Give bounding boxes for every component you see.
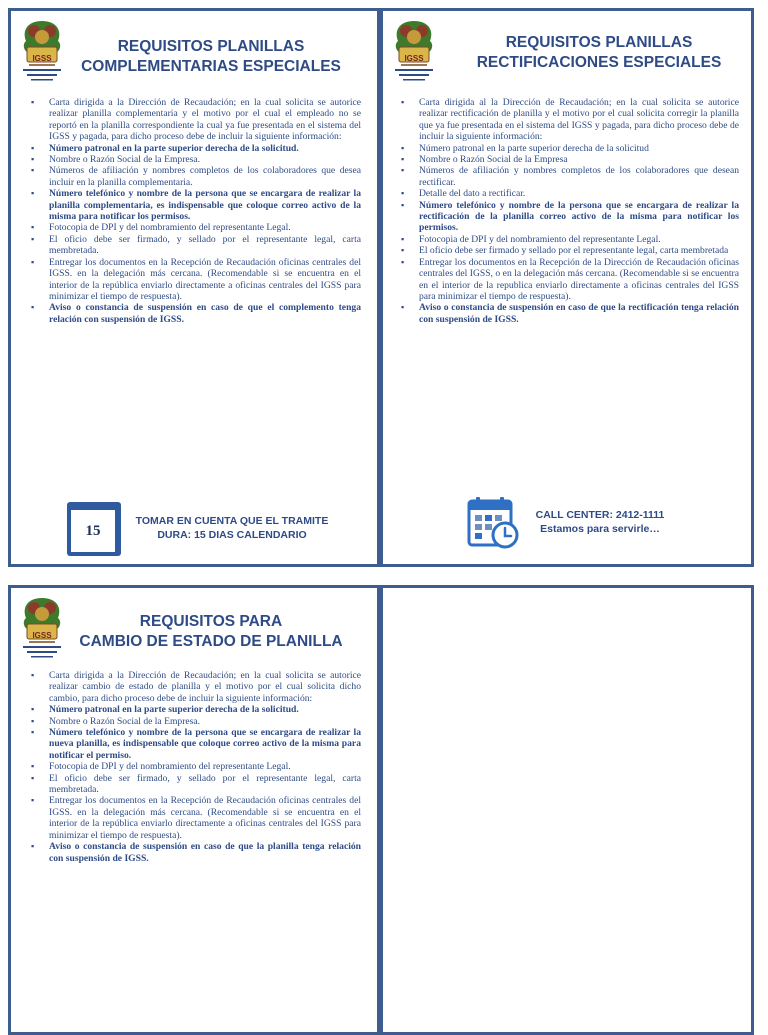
requirement-item: ▪ Nombre o Razón Social de la Empresa.: [29, 154, 361, 165]
requirements-list: [399, 97, 739, 325]
requirement-item: ▪ Fotocopia de DPI y del nombramiento del representante Legal.: [399, 234, 739, 245]
panel-title: [459, 33, 739, 73]
igss-logo: [17, 594, 67, 662]
logo-text: IGSS: [32, 54, 52, 63]
requirement-item: ▪ Número telefónico y nombre de la persona que se encargara de realizar la nueva planilla, es indispensable que coloque correo activo de la misma para notificar el permiso.: [29, 727, 361, 761]
title-line-2: COMPLEMENTARIAS ESPECIALES: [81, 58, 341, 75]
title-line-1: REQUISITOS PLANILLAS: [117, 38, 305, 55]
call-center: [525, 508, 675, 536]
title-line-2: CAMBIO DE ESTADO DE PLANILLA: [79, 633, 343, 650]
duration-note: [127, 514, 337, 542]
requirement-item: ▪ Nombre o Razón Social de la Empresa: [399, 154, 739, 165]
requirement-item: ▪ Fotocopia de DPI y del nombramiento del representante Legal.: [29, 222, 361, 233]
requirements-list: [29, 670, 361, 864]
requirement-item: ▪ Fotocopia de DPI y del nombramiento del representante Legal.: [29, 761, 361, 772]
requirement-item: ▪ Números de afiliación y nombres completos de los colaboradores que desean rectificar.: [399, 165, 739, 188]
footer-line-2: Estamos para servirle…: [540, 523, 660, 535]
panel-rectificaciones: [380, 8, 754, 567]
requirement-item: ▪ Carta dirigida a la Dirección de Recaudación; en la cual solicita se autorice realizar planilla complementaria y el motivo por el cual el empleado no se reportó en la planilla correspondiente la cual ya fue presentada en el sistema del IGSS y pagada, para dicho proceso debe de incluir la siguiente información:: [29, 97, 361, 143]
requirement-item: ▪ El oficio debe ser firmado, y sellado por el representante legal, carta membretada.: [29, 773, 361, 796]
panel-title: [71, 37, 351, 77]
requirement-item: ▪ Número telefónico y nombre de la persona que se encargara de realizar la planilla complementaria, es indispensable que coloque correo activo de la misma para notificar los permisos.: [29, 188, 361, 222]
calendar-clock-icon: [465, 495, 521, 551]
requirement-item: ▪ Aviso o constancia de suspensión en caso de que el complemento tenga relación con suspensión de IGSS.: [29, 302, 361, 325]
footer-line-2: DURA: 15 DIAS CALENDARIO: [157, 529, 307, 541]
title-line-1: REQUISITOS PLANILLAS: [505, 34, 693, 51]
requirement-item: ▪ Número patronal en la parte superior derecha de la solicitud.: [29, 704, 361, 715]
requirement-item: ▪ Entregar los documentos en la Recepción de Recaudación oficinas centrales del IGSS. en la delegación más cercana. (Recomendable si se encuentra en el interior de la república enviarlo directamente a oficinas centrales del IGSS para minimizar el tiempo de respuesta).: [29, 257, 361, 303]
requirement-item: ▪ Números de afiliación y nombres completos de los colaboradores que desea incluir en la planilla complementaria.: [29, 165, 361, 188]
igss-logo: [389, 17, 439, 85]
panel-title: [71, 612, 351, 652]
igss-logo: [17, 17, 67, 85]
requirement-item: ▪ Número patronal en la parte superior derecha de la solicitud: [399, 143, 739, 154]
requirements-list: [29, 97, 361, 325]
requirement-item: ▪ Entregar los documentos en la Recepción de la Dirección de Recaudación oficinas centrales del IGSS, o en la delegación más cercana. (Recomendable si se encuentra en el interior de la republica enviarlo directamente a oficinas centrales del IGSS para minimizar el tiempo de respuesta).: [399, 257, 739, 303]
requirement-item: ▪ Detalle del dato a rectificar.: [399, 188, 739, 199]
requirement-item: ▪ Carta dirigida a la Dirección de Recaudación; en la cual solicita se autorice realizar cambio de estado de planilla y el motivo por el cual solicita dicho cambio, para dicho proceso debe de incluir la siguiente información:: [29, 670, 361, 704]
requirement-item: ▪ Entregar los documentos en la Recepción de Recaudación oficinas centrales del IGSS. en la delegación más cercana. (Recomendable si se encuentra en el interior de la república enviarlo directamente a oficinas centrales del IGSS para minimizar el tiempo de respuesta).: [29, 795, 361, 841]
logo-text: IGSS: [404, 54, 424, 63]
requirement-item: ▪ El oficio debe ser firmado, y sellado por el representante legal, carta membretada.: [29, 234, 361, 257]
requirement-item: ▪ El oficio debe ser firmado y sellado por el representante legal, carta membretada: [399, 245, 739, 256]
requirement-item: ▪ Número telefónico y nombre de la persona que se encargara de realizar la rectificación de la planilla correo activo de la misma para notificar los permisos.: [399, 200, 739, 234]
requirement-item: ▪ Nombre o Razón Social de la Empresa.: [29, 716, 361, 727]
panel-cambio-estado: [8, 585, 380, 1035]
footer-line-1: CALL CENTER: 2412-1111: [535, 509, 665, 521]
calendar-15-icon: [67, 502, 121, 556]
panel-complementarias: [8, 8, 380, 567]
calendar-number: 15: [85, 522, 101, 539]
requirement-item: ▪ Aviso o constancia de suspensión en caso de que la rectificación tenga relación con suspensión de IGSS.: [399, 302, 739, 325]
requirement-item: ▪ Aviso o constancia de suspensión en caso de que la planilla tenga relación con suspensión de IGSS.: [29, 841, 361, 864]
panel-empty: [380, 585, 754, 1035]
requirement-item: ▪ Carta dirigida al la Dirección de Recaudación; en la cual solicita se autorice realizar rectificación de planilla y el motivo por el cual solicita corregir la planilla que ya fue presentada en el sistema del IGSS y pagada, para dicho proceso debe de incluir la siguiente información:: [399, 97, 739, 143]
title-line-1: REQUISITOS PARA: [139, 613, 283, 630]
requirement-item: ▪ Número patronal en la parte superior derecha de la solicitud.: [29, 143, 361, 154]
footer-line-1: TOMAR EN CUENTA QUE EL TRAMITE: [135, 515, 329, 527]
logo-text: IGSS: [32, 631, 52, 640]
title-line-2: RECTIFICACIONES ESPECIALES: [476, 54, 722, 71]
